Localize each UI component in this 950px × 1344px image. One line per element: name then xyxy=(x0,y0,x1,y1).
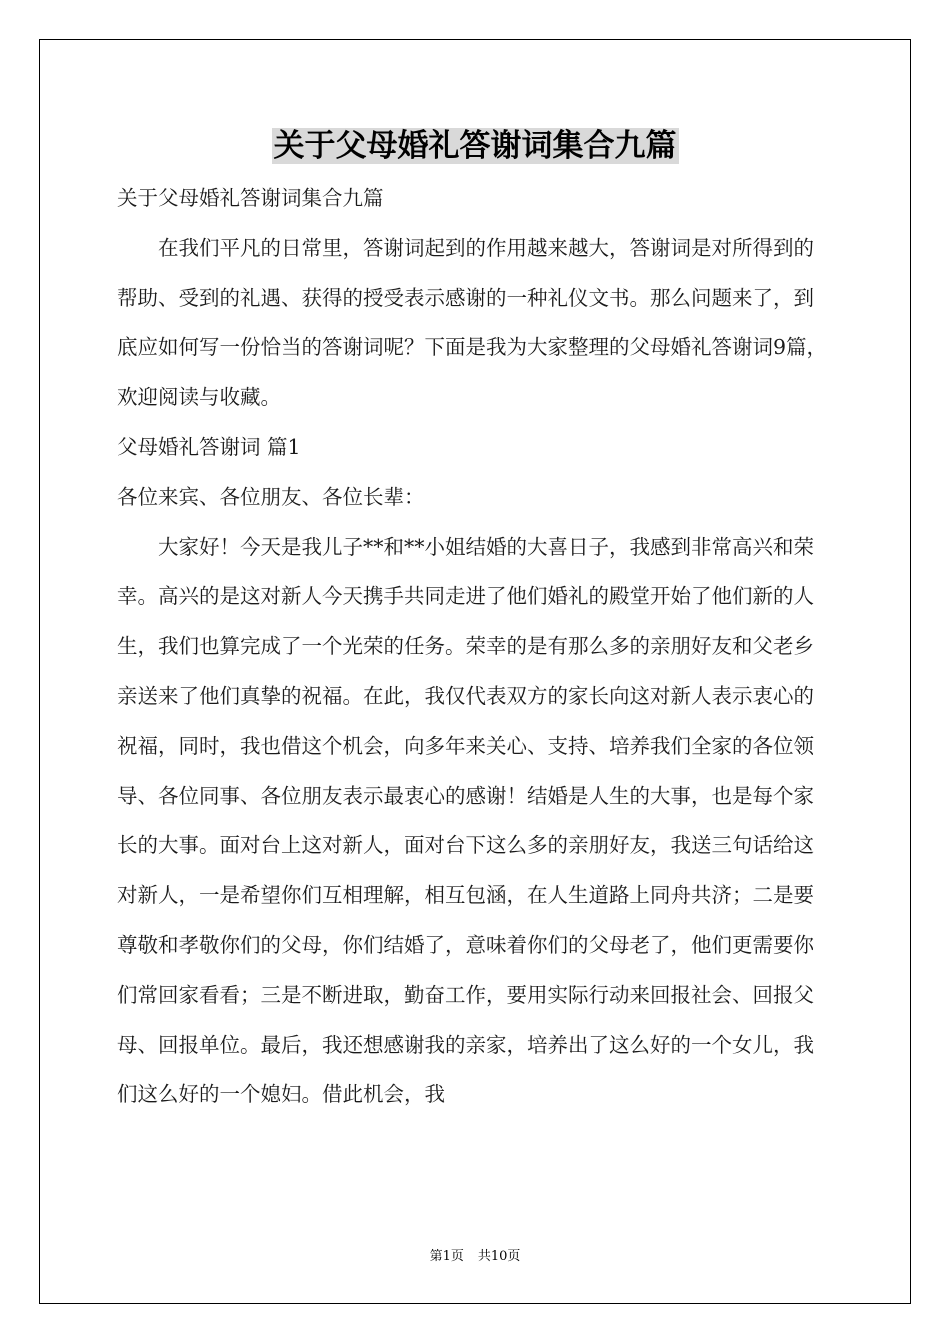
page-footer xyxy=(0,1245,950,1264)
subtitle-line: 关于父母婚礼答谢词集合九篇 xyxy=(117,186,384,210)
salutation-line: 各位来宾、各位朋友、各位长辈： xyxy=(117,484,425,509)
document-body xyxy=(117,174,833,1120)
page-number-current: 第1页 xyxy=(429,1249,464,1264)
page-number-total: 共10页 xyxy=(477,1249,521,1264)
intro-paragraph: 在我们平凡的日常里，答谢词起到的作用越来越大，答谢词是对所得到的帮助、受到的礼遇、获得的授受表示感谢的一种礼仪文书。那么问题来了，到底应如何写一份恰当的答谢词呢？下面是我为大家整理的父母婚礼答谢词9篇，欢迎阅读与收藏。 xyxy=(117,235,828,410)
speech-paragraph: 大家好！今天是我儿子**和**小姐结婚的大喜日子，我感到非常高兴和荣幸。高兴的是这对新人今天携手共同走进了他们婚礼的殿堂开始了他们新的人生，我们也算完成了一个光荣的任务。荣幸的是有那么多的亲朋好友和父老乡亲送来了他们真挚的祝福。在此，我仅代表双方的家长向这对新人表示衷心的祝福，同时，我也借这个机会，向多年来关心、支持、培养我们全家的各位领导、各位同事、各位朋友表示最衷心的感谢！结婚是人生的大事，也是每个家长的大事。面对台上这对新人，面对台下这么多的亲朋好友，我送三句话给这对新人，一是希望你们互相理解，相互包涵，在人生道路上同舟共济；二是要尊敬和孝敬你们的父母，你们结婚了，意味着你们的父母老了，他们更需要你们常回家看看；三是不断进取，勤奋工作，要用实际行动来回报社会、回报父母、回报单位。最后，我还想感谢我的亲家，培养出了这么好的一个女儿，我们这么好的一个媳妇。借此机会，我 xyxy=(117,534,814,1107)
section-heading: 父母婚礼答谢词 篇1 xyxy=(117,434,301,459)
document-title xyxy=(0,124,950,168)
title-text: 关于父母婚礼答谢词集合九篇 xyxy=(273,128,677,164)
